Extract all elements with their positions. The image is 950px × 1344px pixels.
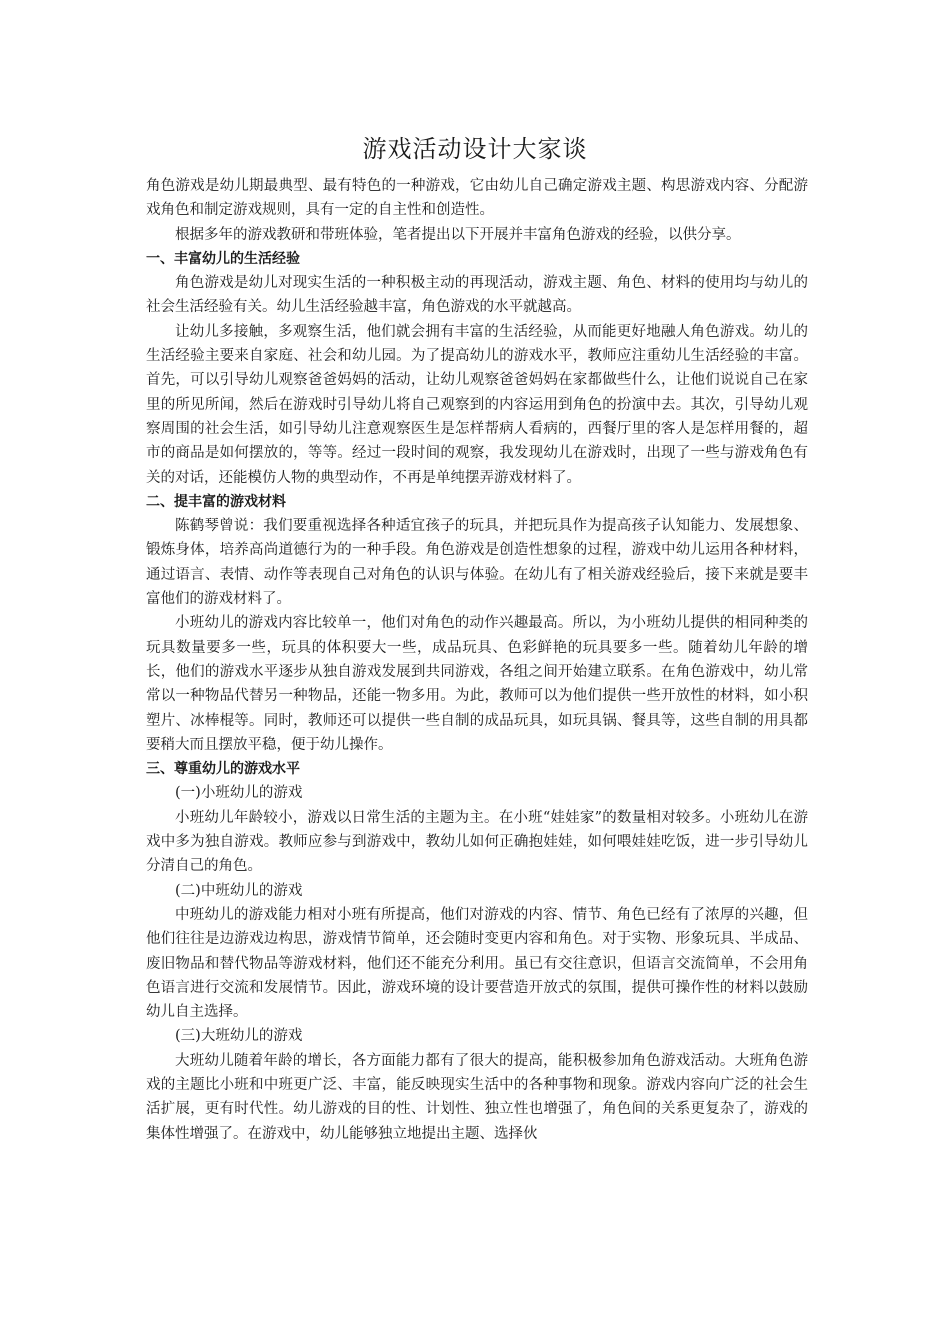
body-paragraph: 让幼儿多接触，多观察生活，他们就会拥有丰富的生活经验，从而能更好地融人角色游戏。幼儿的生活经验主要来自家庭、社会和幼儿园。为了提高幼儿的游戏水平，教师应注重幼儿生活经验的丰富。首先，可以引导幼儿观察爸爸妈妈的活动，让幼儿观察爸爸妈妈在家都做些什么，让他们说说自己在家里的所见所闻，然后在游戏时引导幼儿将自己观察到的内容运用到角色的扮演中去。其次，引导幼儿观察周围的社会生活，如引导幼儿注意观察医生是怎样帮病人看病的，西餐厅里的客人是怎样用餐的，超市的商品是如何摆放的，等等。经过一段时间的观察，我发现幼儿在游戏时，出现了一些与游戏角色有关的对话，还能模仿人物的典型动作，不再是单纯摆弄游戏材料了。	[146, 323, 808, 486]
subsection-heading: (三)大班幼儿的游戏	[175, 1028, 303, 1045]
section-heading: 一、丰富幼儿的生活经验	[146, 250, 300, 267]
body-paragraph: 大班幼儿随着年龄的增长，各方面能力都有了很大的提高，能积极参加角色游戏活动。大班角色游戏的主题比小班和中班更广泛、丰富，能反映现实生活中的各种事物和现象。游戏内容向广泛的社会生活扩展，更有时代性。幼儿游戏的目的性、计划性、独立性也增强了，角色间的关系更复杂了，游戏的集体性增强了。在游戏中，幼儿能够独立地提出主题、选择伙	[146, 1052, 808, 1142]
document-body	[146, 174, 808, 1146]
body-paragraph: 小班幼儿的游戏内容比较单一，他们对角色的动作兴趣最高。所以，为小班幼儿提供的相同种类的玩具数量要多一些，玩具的体积要大一些，成品玩具、色彩鲜艳的玩具要多一些。随着幼儿年龄的增长，他们的游戏水平逐步从独自游戏发展到共同游戏，各组之间开始建立联系。在角色游戏中，幼儿常常以一种物品代替另一种物品，还能一物多用。为此，教师可以为他们提供一些开放性的材料，如小积塑片、冰棒棍等。同时，教师还可以提供一些自制的成品玩具，如玩具锅、餐具等，这些自制的用具都要稍大而且摆放平稳，便于幼儿操作。	[146, 615, 808, 753]
document-title: 游戏活动设计大家谈	[362, 135, 588, 163]
body-paragraph: 中班幼儿的游戏能力相对小班有所提高，他们对游戏的内容、情节、角色已经有了浓厚的兴趣，但他们往往是边游戏边构思，游戏情节简单，还会随时变更内容和角色。对于实物、形象玩具、半成品、废旧物品和替代物品等游戏材料，他们还不能充分利用。虽已有交往意识，但语言交流简单，不会用角色语言进行交流和发展情节。因此，游戏环境的设计要营造开放式的氛围，提供可操作性的材料以鼓励幼儿自主选择。	[146, 906, 808, 1021]
intro-paragraph: 根据多年的游戏教研和带班体验，笔者提出以下开展并丰富角色游戏的经验，以供分享。	[175, 226, 741, 243]
subsection-heading: (二)中班幼儿的游戏	[175, 882, 303, 899]
body-paragraph: 角色游戏是幼儿对现实生活的一种积极主动的再现活动，游戏主题、角色、材料的使用均与幼儿的社会生活经验有关。幼儿生活经验越丰富，角色游戏的水平就越高。	[146, 275, 808, 316]
section-heading: 二、提丰富的游戏材料	[146, 493, 286, 510]
subsection-heading: (一)小班幼儿的游戏	[175, 785, 303, 802]
body-paragraph: 陈鹤琴曾说：我们要重视选择各种适宜孩子的玩具，并把玩具作为提高孩子认知能力、发展想象、锻炼身体，培养高尚道德行为的一种手段。角色游戏是创造性想象的过程，游戏中幼儿运用各种材料，通过语言、表情、动作等表现自己对角色的认识与体验。在幼儿有了相关游戏经验后，接下来就是要丰富他们的游戏材料了。	[146, 518, 808, 608]
intro-paragraph: 角色游戏是幼儿期最典型、最有特色的一种游戏，它由幼儿自己确定游戏主题、构思游戏内容、分配游戏角色和制定游戏规则，具有一定的自主性和创造性。	[146, 178, 808, 219]
section-heading: 三、尊重幼儿的游戏水平	[146, 761, 300, 778]
body-paragraph: 小班幼儿年龄较小，游戏以日常生活的主题为主。在小班“娃娃家”的数量相对较多。小班幼儿在游戏中多为独自游戏。教师应参与到游戏中，教幼儿如何正确抱娃娃，如何喂娃娃吃饭，进一步引导幼儿分清自己的角色。	[146, 809, 808, 875]
